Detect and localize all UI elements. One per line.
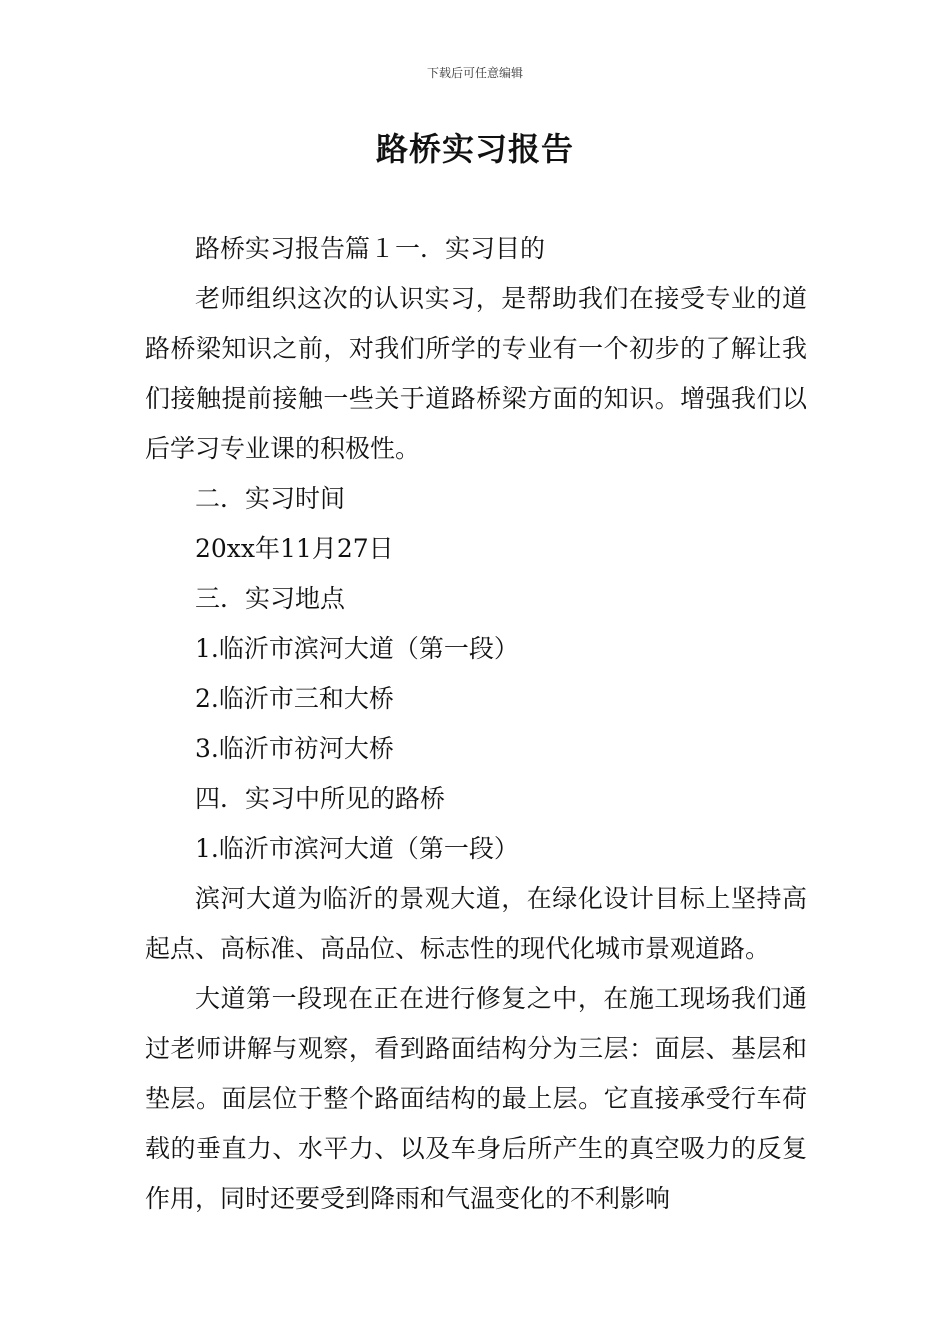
paragraph-section-heading: 路桥实习报告篇１一．实习目的 — [195, 234, 546, 263]
paragraph: 老师组织这次的认识实习，是帮助我们在接受专业的道路桥梁知识之前，对我们所学的专业有一个初步的了解让我们接触提前接触一些关于道路桥梁方面的知识。增强我们以后学习专业课的积极性。 — [145, 284, 807, 463]
list-item: 1.临沂市滨河大道（第一段） — [195, 834, 519, 863]
paragraph: 滨河大道为临沂的景观大道，在绿化设计目标上坚持高起点、高标准、高品位、标志性的现代化城市景观道路。 — [145, 884, 807, 963]
paragraph: 大道第一段现在正在进行修复之中，在施工现场我们通过老师讲解与观察，看到路面结构分为三层：面层、基层和垫层。面层位于整个路面结构的最上层。它直接承受行车荷载的垂直力、水平力、以及车身后所产生的真空吸力的反复作用，同时还要受到降雨和气温变化的不利影响 — [145, 984, 807, 1213]
list-item: 1.临沂市滨河大道（第一段） — [195, 634, 519, 663]
paragraph-section-heading: 四．实习中所见的路桥 — [195, 784, 446, 813]
list-item: 2.临沂市三和大桥 — [195, 684, 394, 713]
list-item: 3.临沂市祊河大桥 — [195, 734, 394, 763]
document-title: 路桥实习报告 — [375, 130, 574, 168]
page-header-note: 下载后可任意编辑 — [426, 66, 523, 80]
document-body — [145, 224, 807, 1224]
paragraph-section-heading: 三．实习地点 — [195, 584, 346, 613]
paragraph: 20xx年11月27日 — [195, 534, 394, 563]
paragraph-section-heading: 二．实习时间 — [195, 484, 346, 513]
